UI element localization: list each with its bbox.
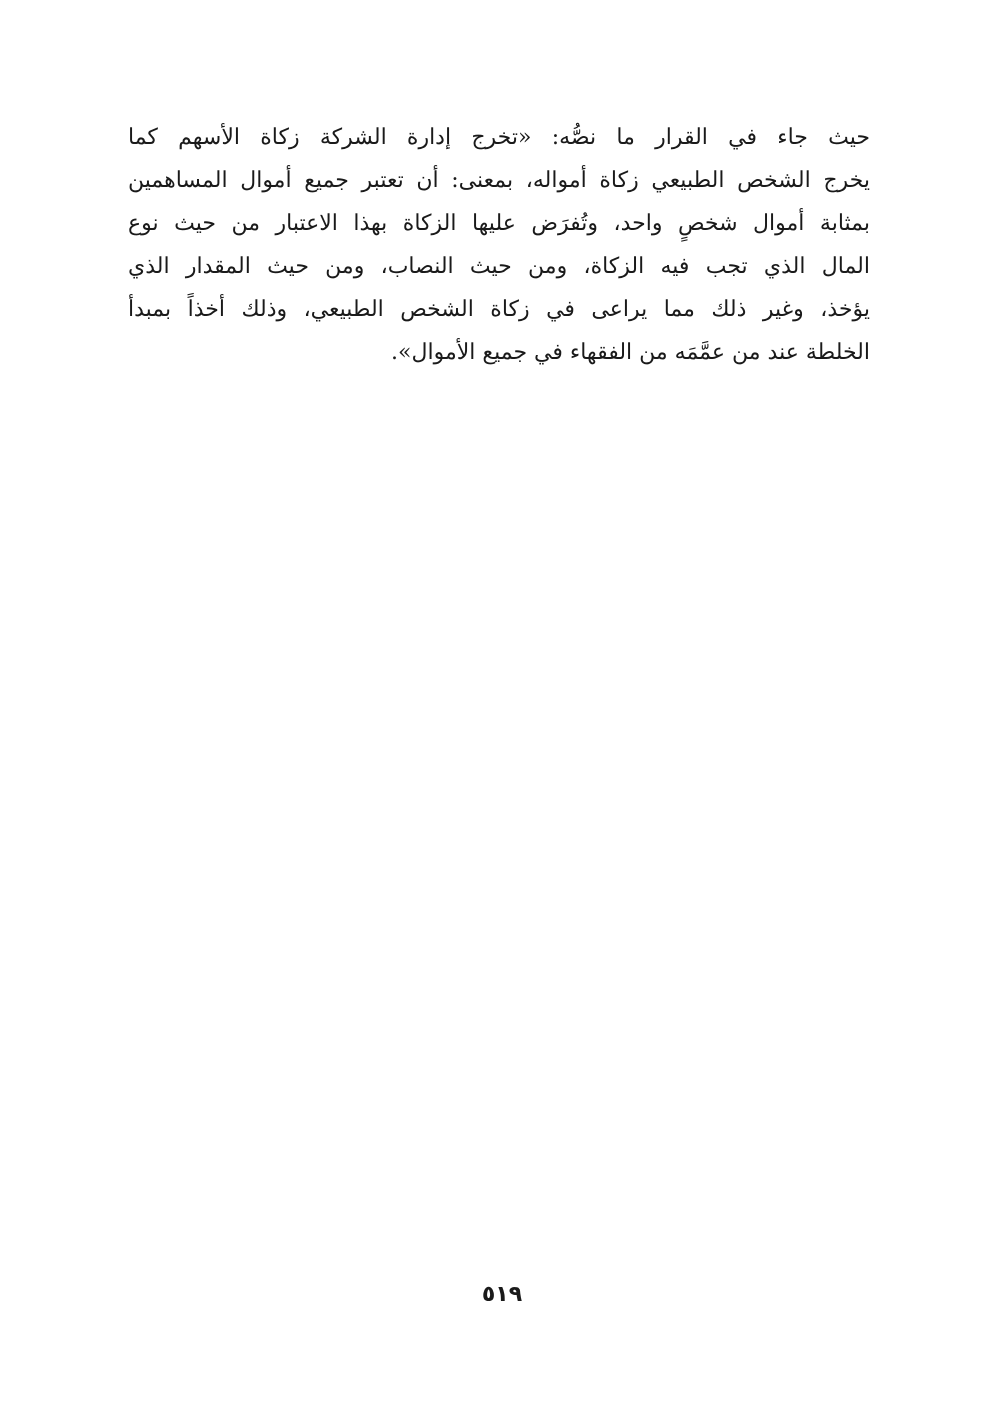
text-line: يخرج الشخص الطبيعي زكاة أمواله، بمعنى: أن تعتبر جميع أموال المساهمين bbox=[128, 168, 870, 193]
text-line: بمثابة أموال شخصٍ واحد، وتُفرَض عليها الزكاة بهذا الاعتبار من حيث نوع bbox=[128, 211, 870, 236]
text-line: حيث جاء في القرار ما نصُّه: «تخرج إدارة الشركة زكاة الأسهم كما bbox=[128, 125, 870, 150]
text-line: يؤخذ، وغير ذلك مما يراعى في زكاة الشخص الطبيعي، وذلك أخذاً بمبدأ bbox=[128, 297, 870, 322]
page-number: ٥١٩ bbox=[481, 1282, 523, 1307]
text-line: الخلطة عند من عمَّمَه من الفقهاء في جميع الأموال». bbox=[391, 340, 870, 365]
body-paragraph bbox=[128, 116, 870, 374]
text-line: المال الذي تجب فيه الزكاة، ومن حيث النصاب، ومن حيث المقدار الذي bbox=[128, 254, 870, 279]
